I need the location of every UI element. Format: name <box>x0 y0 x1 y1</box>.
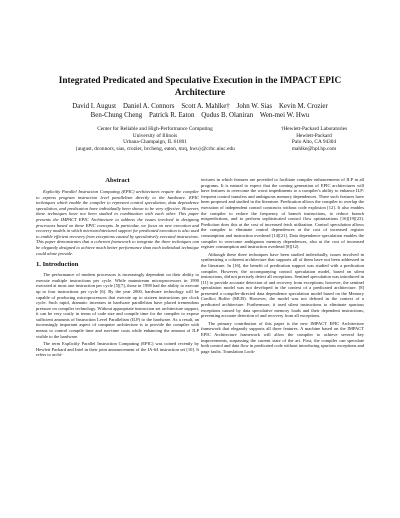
body-paragraph: The primary contribution of this paper is the new IMPACT EPIC Architecture framework that elegantly supports all three features. A machine based on the IMPACT EPIC Architecture framework will allow the compiler to achieve several key improvements, surpassing the current state of the art. First, the compiler can speculate both control and data flow in predicated code without introducing spurious exceptions and page faults. Translation Look- <box>201 320 364 354</box>
affil-right-line: †Hewlett-Packard Laboratories <box>280 126 348 132</box>
right-column <box>201 177 364 356</box>
affil-left-line: Center for Reliable and High-Performance Computing <box>97 126 213 132</box>
body-paragraph: Although these three techniques have been studied individually, issues involved in synthesizing a coherent architecture that supports all of them have not been addressed in the literature. In [16], the benefit of predication support was studied with a predication compiler. However, the accompanying control speculation model, based on silent instructions, did not precisely detect all exceptions. Sentinel speculation was introduced in [11] to provide accurate detection of and recovery from exceptions; however, the sentinel speculation model was not developed in the context of a predicated architecture. [8] presented a compiler-directed data dependence speculation model based on the Memory Conflict Buffer (MCB). However, the model was not defined in the context of a predicated architecture. Furthermore, it used silent instructions to eliminate spurious exceptions caused by data speculative memory loads and their dependent instructions, preventing accurate detection of and recovery from all exceptions. <box>201 251 364 319</box>
affil-left-emails: {august, dconnors, sias, crozier, bccheng, eaton, mrq, hwu}@crhc.uiuc.edu <box>75 145 235 152</box>
body-paragraph: The term Explicitly Parallel Instruction Computing (EPIC) was coined recently by Hewlett Packard and Intel in their joint announcement of the IA-64 instruction set [10]. It refers to archi- <box>36 341 199 358</box>
affil-left-line: Urbana-Champaign, IL 61801 <box>123 139 187 146</box>
title-line-2: Architecture <box>174 87 226 98</box>
authors-line-2: Ben-Chung Cheng Patrick R. Eaton Qudus B. Olaniran Wen-mei W. Hwu <box>90 111 310 119</box>
paper-title <box>40 76 360 99</box>
affil-right-line: Hewlett-Packard <box>296 132 332 139</box>
left-column <box>36 177 199 360</box>
affil-left-line: University of Illinois <box>132 132 178 139</box>
authors-line-1: David I. August Daniel A. Connors Scott A. Mahlke† John W. Sias Kevin M. Crozier <box>72 103 328 110</box>
body-paragraph: The performance of modern processors is increasingly dependent on their ability to execute multiple instructions per cycle. While mainstream microprocessors in 1990 executed at most one instruction per cycle [5][7], those in 1998 had the ability to execute up to four instructions per cycle [6]. By the year 2000, hardware technology will be capable of producing microprocessors that execute up to sixteen instructions per clock cycle. Such rapid, dramatic increases in hardware parallelism have placed tremendous pressure on compiler technology. Without appropriate instruction set architecture support, it can be very costly in terms of code size and compile time for the compiler to expose sufficient amounts of Instruction Level Parallelism (ILP) to the hardware. As a result, an increasingly important aspect of computer architecture is to provide the compiler with means to control compile time and run-time costs while enhancing the amount of ILP visible to the hardware. <box>36 272 199 339</box>
affiliation-uiuc <box>48 126 262 152</box>
affiliation-hp <box>262 126 366 152</box>
author-list <box>40 103 360 120</box>
affil-right-line: Palo Alto, CA 94304 <box>291 139 337 146</box>
abstract-text: Explicitly Parallel Instruction Computing (EPIC) architectures require the compiler to express program instruction level parallelism directly to the hardware. EPIC techniques which enable the compiler to represent control speculation, data dependence speculation, and predication have individually been shown to be very effective. However, these techniques have not been studied in combination with each other. This paper presents the IMPACT EPIC Architecture to address the issues involved in designing processors based on these EPIC concepts. In particular, we focus on new execution and recovery models in which microarchitectural support for predicated execution is also used to enable efficient recovery from exceptions caused by speculatively executed instructions. This paper demonstrates that a coherent framework to integrate the three techniques can be elegantly designed to achieve much better performance than each individual technique could alone provide. <box>36 189 199 256</box>
abstract-heading: Abstract <box>105 177 130 184</box>
intro-heading: 1. Introduction <box>36 261 79 269</box>
title-line-1: Integrated Predicated and Speculative Execution in the IMPACT EPIC <box>58 76 342 86</box>
affil-right-email: mahlke@hpl.hp.com <box>291 145 337 152</box>
body-paragraph: tectures in which features are provided to facilitate compiler enhancements of ILP in all programs. It is natural to expect that the coming generation of EPIC architectures will have features to overcome the worst impediments to a compiler's ability to enhance ILP: frequent control transfers and ambiguous memory dependences. Three such features have been proposed and studied in the literature. Predication allows the compiler to overlap the execution of independent control constructs without code explosion [12]. It also enables the compiler to reduce the frequency of branch instructions, to reduce branch mispredictions, and to perform sophisticated control flow optimizations [16][19][23]. Prediction does this at the cost of increased fetch utilization. Control speculation allows the compiler to eliminate control dependences at the cost of increased register consumption and instruction overhead [14][21]. Data dependence speculation enables the compiler to overcome ambiguous memory dependences, also at the cost of increased register consumption and instruction overhead [8][12]. <box>201 177 364 250</box>
